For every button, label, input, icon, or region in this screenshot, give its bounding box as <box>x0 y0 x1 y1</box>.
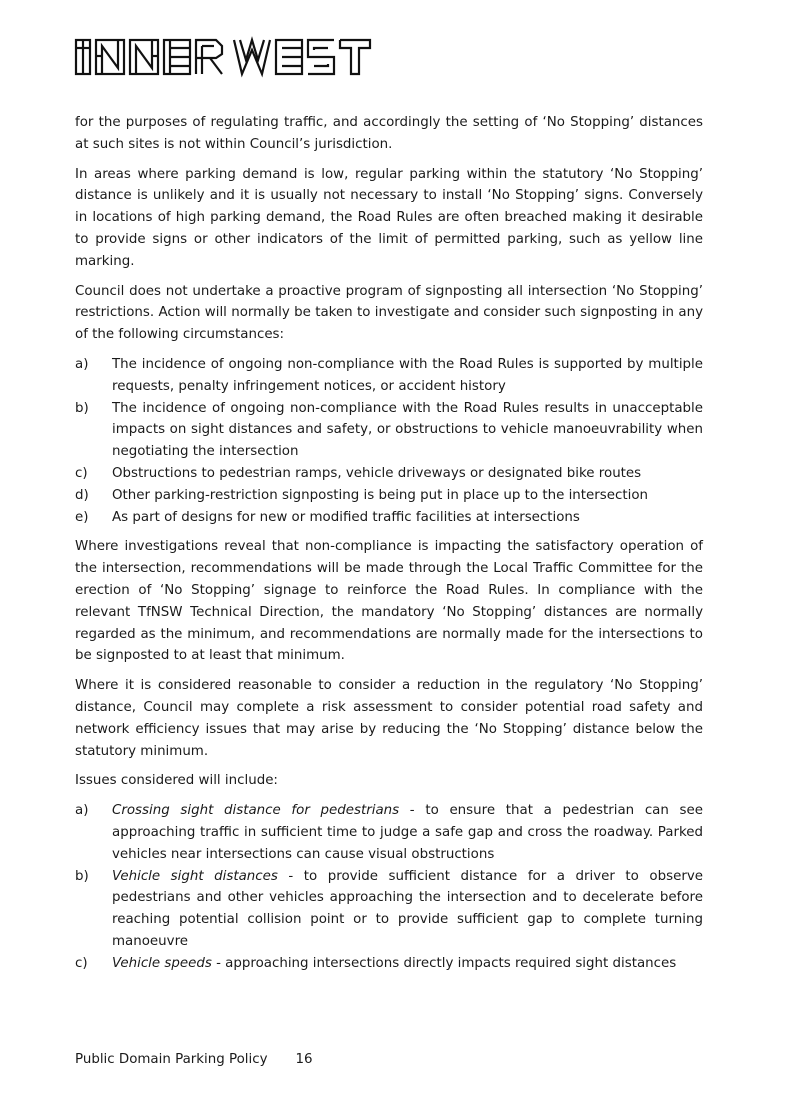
list-marker: c) <box>75 955 88 971</box>
list-item-lead: Vehicle speeds <box>112 955 212 971</box>
list-marker: b) <box>75 868 89 884</box>
list-item <box>75 485 703 507</box>
list-item-text: - to provide sufficient distance for a driver to observe pedestrians and other vehicles approaching the intersection and to decelerate before reaching potential collision point or to provide sufficient gap to complete turning manoeuvre <box>112 868 703 949</box>
list-item-text: As part of designs for new or modified traffic facilities at intersections <box>112 509 580 525</box>
page-number: 16 <box>295 1052 313 1067</box>
list-item <box>75 507 703 529</box>
paragraph-investigations: Where investigations reveal that non-compliance is impacting the satisfactory operation of the intersection, recommendations will be made through the Local Traffic Committee for the erection of ‘No Stopping’ signage to reinforce the Road Rules. In compliance with the relevant TfNSW Technical Direction, the mandatory ‘No Stopping’ distances are normally regarded as the minimum, and recommendations are normally made for the intersections to be signposted to at least that minimum. <box>75 539 703 664</box>
list-marker: a) <box>75 803 89 819</box>
list-item <box>75 354 703 398</box>
paragraph-issues-intro: Issues considered will include: <box>75 773 278 789</box>
list-item-lead: Crossing sight distance for pedestrians <box>112 803 400 819</box>
list-item-lead: Vehicle sight distances <box>112 868 278 884</box>
paragraph-parking-demand: In areas where parking demand is low, regular parking within the statutory ‘No Stopping’ distance is unlikely and it is usually not necessary to install ‘No Stopping’ signs. Conversely in locations of high parking demand, the Road Rules are often breached making it desirable to provide signs or other indicators of the limit of permitted parking, such as yellow line marking. <box>75 166 703 269</box>
list-item-text: The incidence of ongoing non-compliance with the Road Rules results in unacceptable impacts on sight distances and safety, or obstructions to vehicle manoeuvrability when negotiating the intersection <box>112 400 703 460</box>
list-item <box>75 398 703 463</box>
list-item <box>75 800 703 865</box>
list-marker: c) <box>75 465 88 481</box>
list-marker: d) <box>75 487 89 503</box>
list-marker: b) <box>75 400 89 416</box>
list-marker: a) <box>75 356 89 372</box>
issues-list <box>75 800 703 974</box>
paragraph-council-program: Council does not undertake a proactive program of signposting all intersection ‘No Stopping’ restrictions. Action will normally be taken to investigate and consider such signposting in any of the following circumstances: <box>75 283 703 343</box>
list-marker: e) <box>75 509 89 525</box>
list-item-text: Obstructions to pedestrian ramps, vehicle driveways or designated bike routes <box>112 465 642 481</box>
paragraph-risk-assessment: Where it is considered reasonable to consider a reduction in the regulatory ‘No Stopping’ distance, Council may complete a risk assessment to consider potential road safety and network efficiency issues that may arise by reducing the ‘No Stopping’ distance below the statutory minimum. <box>75 678 703 759</box>
paragraph-jurisdiction: for the purposes of regulating traffic, and accordingly the setting of ‘No Stopping’ distances at such sites is not within Council’s jurisdiction. <box>75 115 703 152</box>
list-item-text: - to ensure that a pedestrian can see approaching traffic in sufficient time to judge a safe gap and cross the roadway. Parked vehicles near intersections can cause visual obstructions <box>112 803 704 862</box>
list-item-text: Other parking-restriction signposting is being put in place up to the intersection <box>112 487 649 503</box>
list-item-text: The incidence of ongoing non-compliance with the Road Rules is supported by multiple requests, penalty infringement notices, or accident history <box>112 356 703 394</box>
inner-west-logo <box>74 36 374 78</box>
document-body <box>75 112 703 982</box>
list-item <box>75 463 703 485</box>
list-item <box>75 953 703 975</box>
footer-title: Public Domain Parking Policy <box>75 1052 268 1067</box>
list-item-text: - approaching intersections directly impacts required sight distances <box>211 955 677 971</box>
circumstances-list <box>75 354 703 528</box>
list-item <box>75 866 703 953</box>
page-footer <box>75 1052 313 1067</box>
